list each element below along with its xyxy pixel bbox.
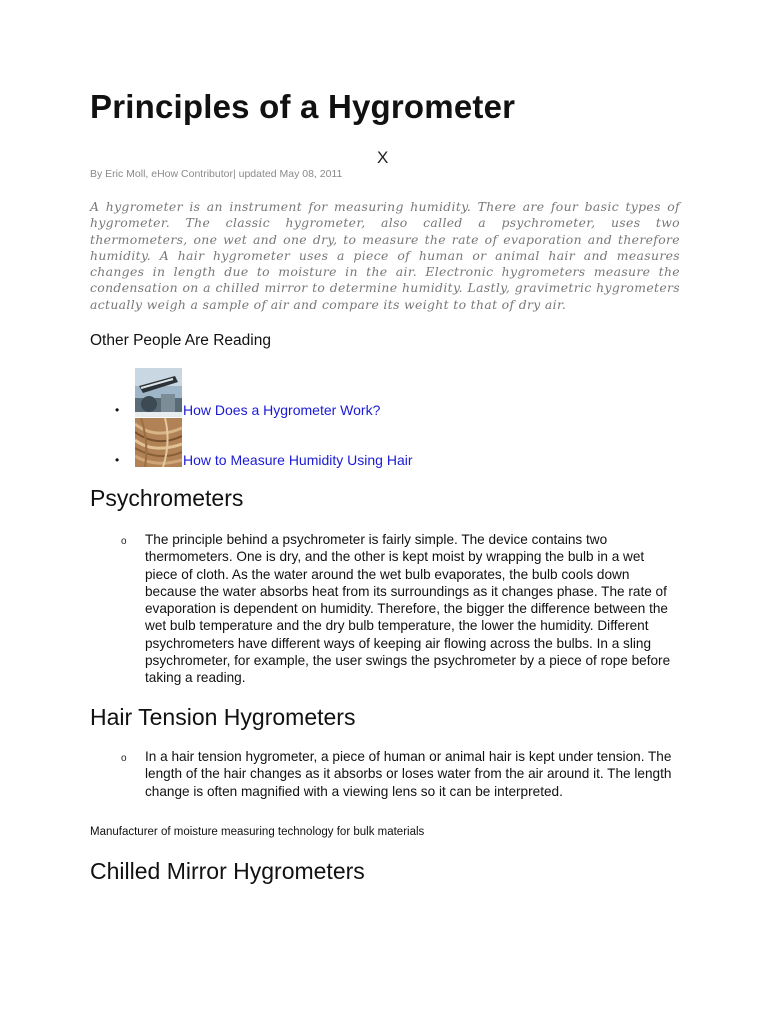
intro-paragraph: A hygrometer is an instrument for measuring humidity. There are four basic types of hygrometer. The classic hygrometer, also called a psychrometer, uses two thermometers, one wet and one dry, to measure the rate of evaporation and therefore humidity. A hair hygrometer uses a piece of human or animal hair and measures changes in length due to moisture in the air. Electronic hygrometers measure the condensation on a chilled mirror to determine humidity. Lastly, gravimetric hygrometers actually weigh a sample of air and compare its weight to that of dry air. (90, 199, 680, 312)
list-bullet: • (115, 453, 120, 467)
close-icon[interactable]: X (377, 148, 389, 167)
section-paragraph: In a hair tension hygrometer, a piece of human or animal hair is kept under tension. The length of the hair changes as it absorbs or loses water from the air around it. The length change is often magnified with a viewing lens so it can be interpreted. (145, 749, 672, 799)
section-paragraph: The principle behind a psychrometer is fairly simple. The device contains two thermometers. One is dry, and the other is kept moist by wrapping the bulb in a wet piece of cloth. As the water around the wet bulb evaporates, the bulb cools down because the water absorbs heat from its surroundings as it changes phase. The rate of evaporation is dependent on humidity. Therefore, the bigger the difference between the wet bulb temperature and the dry bulb temperature, the lower the humidity. Different psychrometers have different ways of keeping air flowing across the bulbs. In a sling psychrometer, for example, the user swings the psychrometer by a piece of rope before taking a reading. (145, 532, 671, 686)
section-heading: Hair Tension Hygrometers (90, 704, 356, 730)
section-heading: Psychrometers (90, 485, 244, 511)
list-bullet: • (115, 403, 120, 417)
list-bullet: o (121, 753, 127, 764)
ad-text[interactable]: Manufacturer of moisture measuring technology for bulk materials (90, 826, 425, 838)
hygrometer-photo-thumbnail-icon[interactable] (135, 368, 182, 417)
hair-photo-thumbnail-icon[interactable] (135, 418, 182, 467)
byline: By Eric Moll, eHow Contributor| updated May 08, 2011 (90, 168, 343, 180)
related-link[interactable]: How Does a Hygrometer Work? (183, 402, 381, 418)
related-link[interactable]: How to Measure Humidity Using Hair (183, 452, 413, 468)
section-heading: Chilled Mirror Hygrometers (90, 858, 365, 884)
related-heading: Other People Are Reading (90, 332, 271, 349)
page-title: Principles of a Hygrometer (90, 88, 516, 125)
list-bullet: o (121, 536, 127, 547)
